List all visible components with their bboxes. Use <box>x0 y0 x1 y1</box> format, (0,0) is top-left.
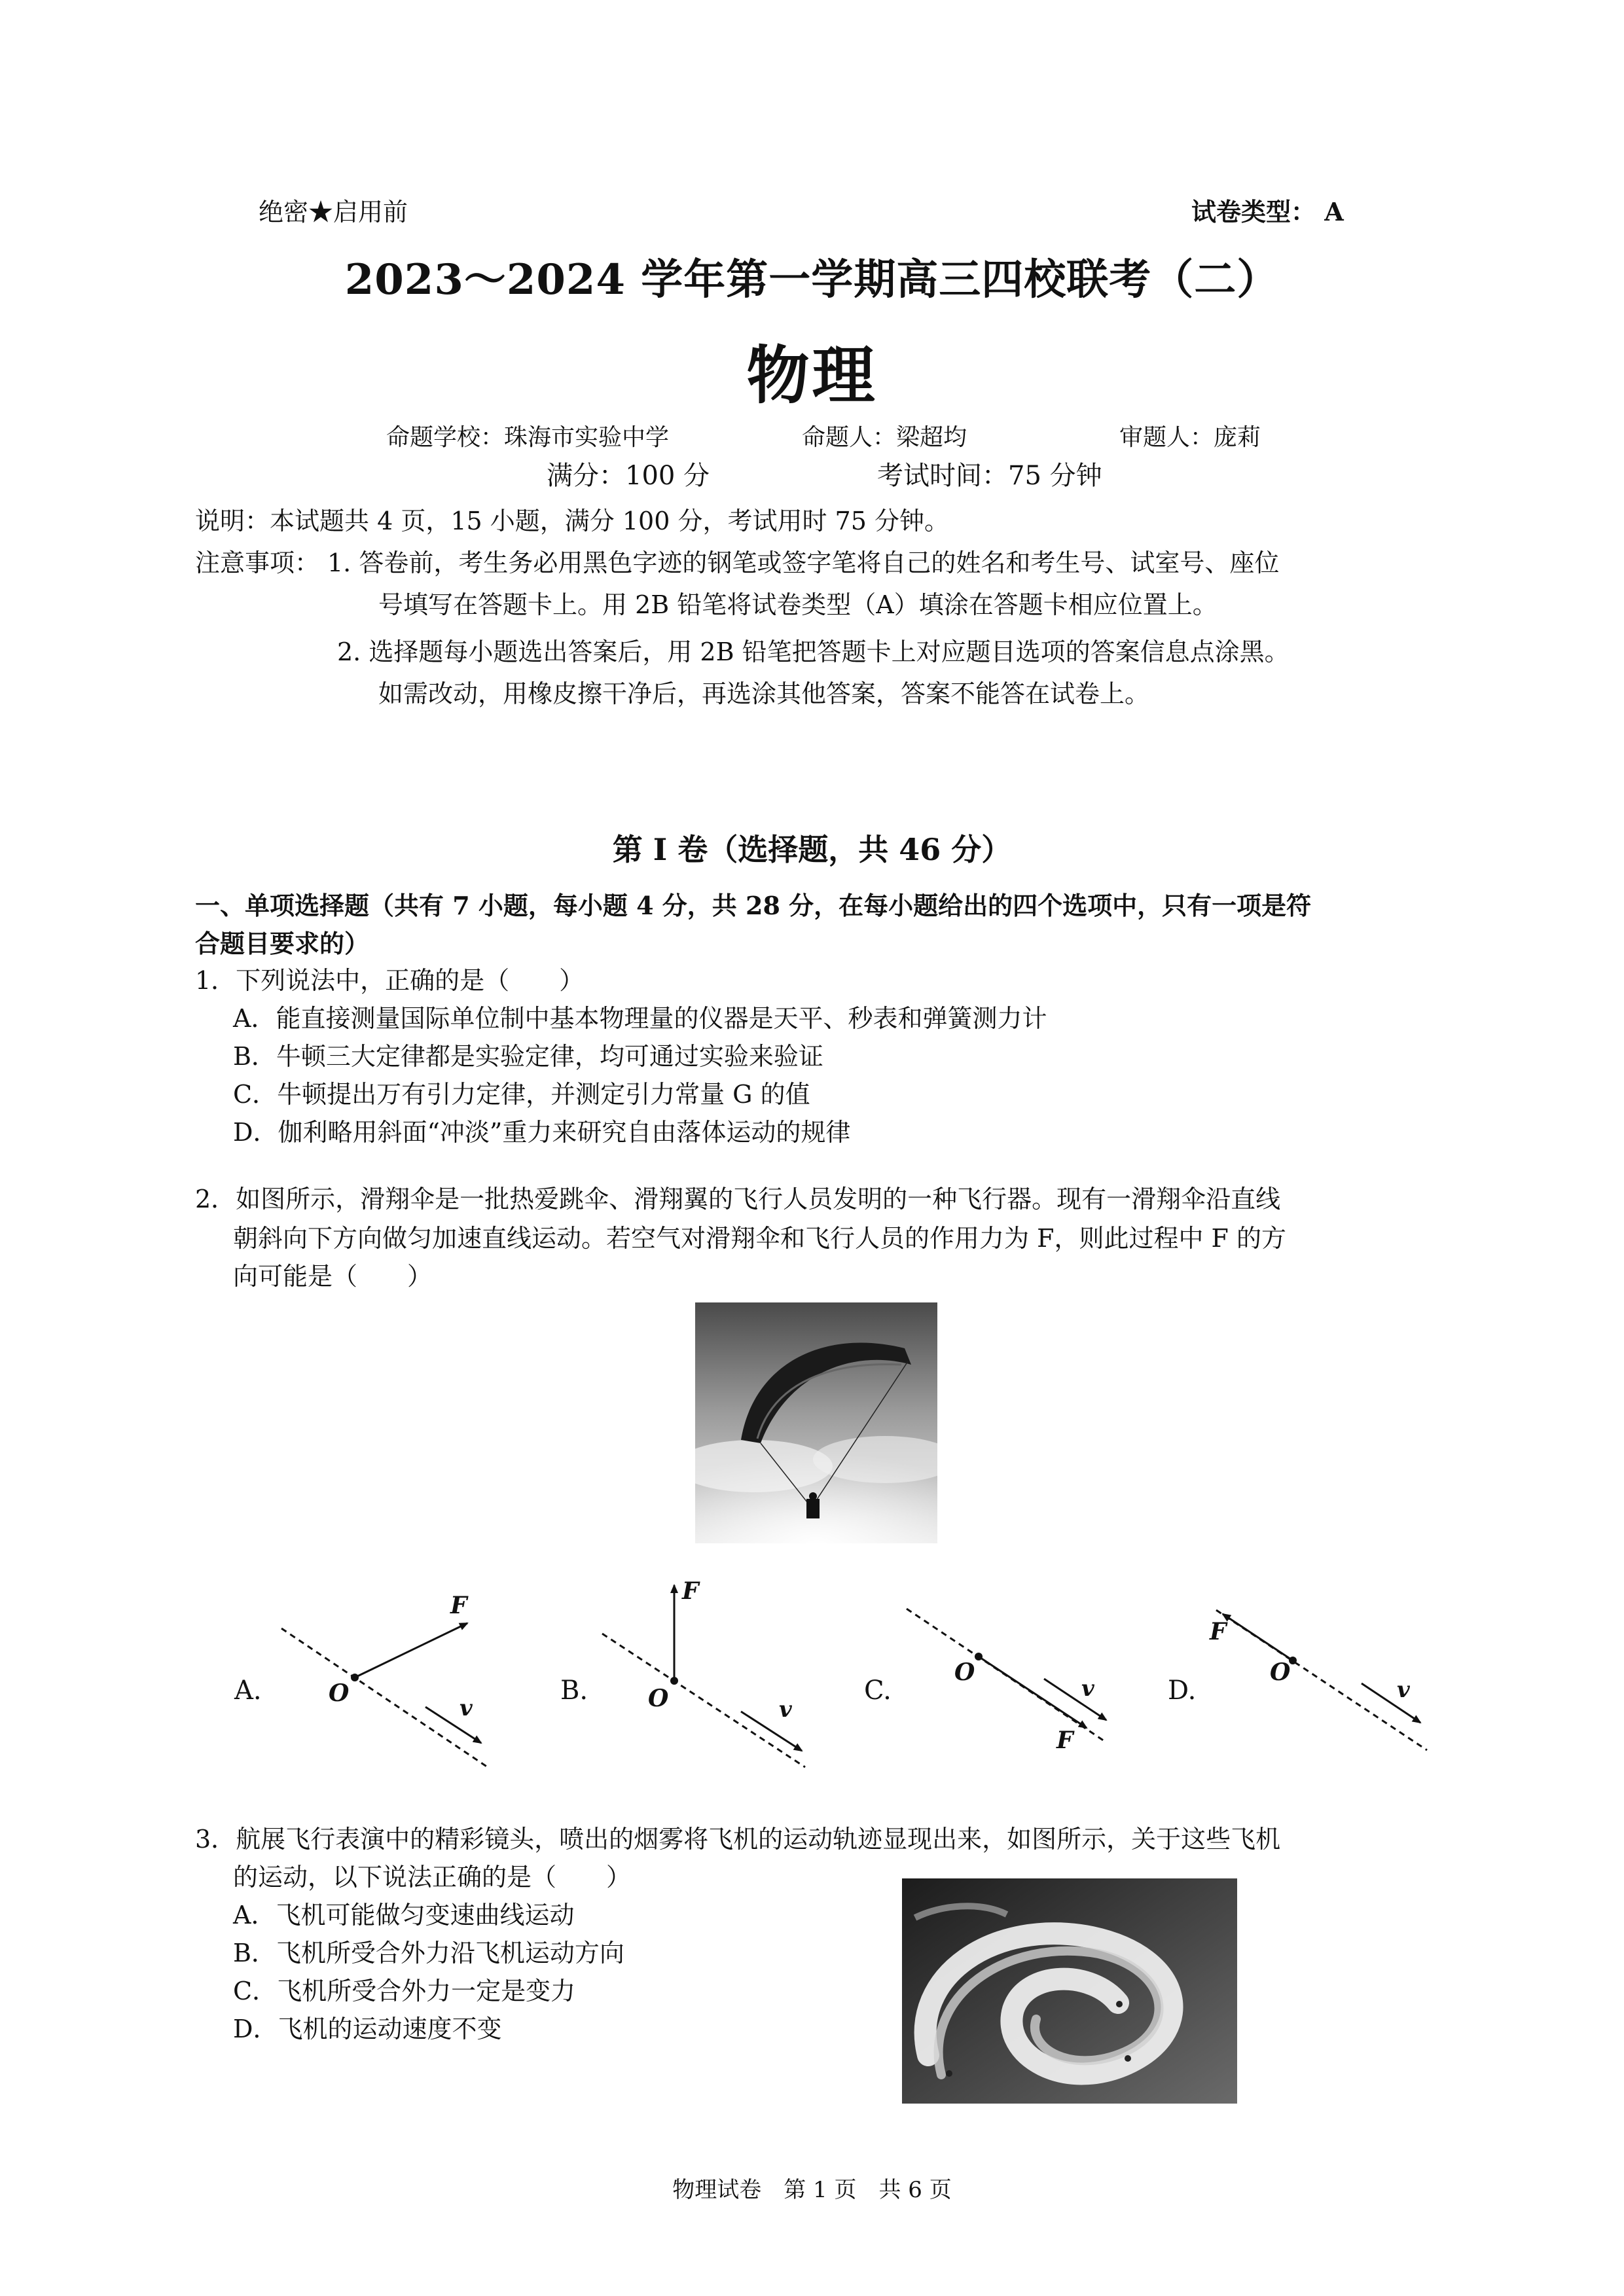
q2-option-b-label: B. <box>560 1676 588 1706</box>
proposing-school: 命题学校：珠海市实验中学 <box>386 424 670 451</box>
exam-time: 考试时间：75 分钟 <box>877 461 1102 491</box>
q2-d-force-label: F <box>1210 1618 1227 1645</box>
q2-a-force-label: F <box>450 1592 467 1619</box>
confidential-mark: 绝密★启用前 <box>259 198 408 226</box>
q2-option-a-label: A. <box>234 1676 262 1706</box>
notice-item-2-line-1: 2. 选择题每小题选出答案后，用 2B 铅笔把答题卡上对应题目选项的答案信息点涂黑。 <box>337 637 1290 666</box>
page-footer: 物理试卷 第 1 页 共 6 页 <box>672 2177 952 2203</box>
notice-label: 注意事项： <box>195 548 320 577</box>
q2-b-force-label: F <box>682 1577 699 1605</box>
part-heading-line-1: 一、单项选择题（共有 7 小题，每小题 4 分，共 28 分，在每小题给出的四个选项中，只有一项是符 <box>195 891 1312 920</box>
instruction-note: 说明：本试题共 4 页，15 小题，满分 100 分，考试用时 75 分钟。 <box>195 507 949 535</box>
q2-stem-line-2: 朝斜向下方向做匀加速直线运动。若空气对滑翔伞和飞行人员的作用力为 F，则此过程中 F 的方 <box>233 1224 1286 1253</box>
q2-c-velocity-label: v <box>1081 1676 1094 1702</box>
full-score: 满分：100 分 <box>547 461 710 491</box>
q2-stem-line-1: 2．如图所示，滑翔伞是一批热爱跳伞、滑翔翼的飞行人员发明的一种飞行器。现有一滑翔伞沿直线 <box>195 1185 1281 1213</box>
q2-a-velocity-label: v <box>460 1695 473 1721</box>
q3-stem-line-2: 的运动，以下说法正确的是（ ） <box>233 1863 632 1892</box>
q2-options-diagram <box>0 1571 1624 1787</box>
subject-title: 物理 <box>746 338 878 412</box>
notice-item-2-line-2: 如需改动，用橡皮擦干净后，再选涂其他答案，答案不能答在试卷上。 <box>378 679 1150 708</box>
q1-option-c: C．牛顿提出万有引力定律，并测定引力常量 G 的值 <box>233 1080 810 1109</box>
q3-stem-line-1: 3．航展飞行表演中的精彩镜头，喷出的烟雾将飞机的运动轨迹显现出来，如图所示，关于这些飞机 <box>195 1825 1281 1854</box>
q1-option-b: B．牛顿三大定律都是实验定律，均可通过实验来验证 <box>233 1042 823 1071</box>
q2-option-d-diagram <box>1216 1610 1427 1750</box>
exam-title: 2023～2024 学年第一学期高三四校联考（二） <box>344 255 1280 304</box>
q2-d-origin-label: O <box>1270 1659 1291 1686</box>
notice-item-1-line-1: 1. 答卷前，考生务必用黑色字迹的钢笔或签字笔将自己的姓名和考生号、试室号、座位 <box>327 548 1280 577</box>
q2-c-origin-label: O <box>954 1659 975 1686</box>
q2-stem-line-3: 向可能是（ ） <box>233 1262 433 1291</box>
airshow-smoke-photo <box>902 1878 1237 2104</box>
q2-a-origin-label: O <box>329 1679 350 1707</box>
paper-type: 试卷类型： A <box>1191 197 1344 226</box>
q3-option-d: D．飞机的运动速度不变 <box>233 2015 502 2043</box>
question-setter: 命题人：梁超均 <box>802 424 967 451</box>
q2-c-force-label: F <box>1056 1727 1074 1754</box>
q2-option-b-diagram <box>602 1585 805 1767</box>
q3-option-c: C．飞机所受合外力一定是变力 <box>233 1977 576 2005</box>
q1-option-a: A．能直接测量国际单位制中基本物理量的仪器是天平、秒表和弹簧测力计 <box>233 1004 1047 1033</box>
q1-stem: 1．下列说法中，正确的是（ ） <box>195 966 585 995</box>
q3-option-b: B．飞机所受合外力沿飞机运动方向 <box>233 1939 624 1967</box>
q2-b-origin-label: O <box>648 1685 669 1712</box>
q1-option-d: D．伽利略用斜面“冲淡”重力来研究自由落体运动的规律 <box>233 1118 851 1147</box>
notice-item-1-line-2: 号填写在答题卡上。用 2B 铅笔将试卷类型（A）填涂在答题卡相应位置上。 <box>378 590 1218 619</box>
q2-option-c-diagram <box>907 1609 1106 1742</box>
q2-b-velocity-label: v <box>779 1696 792 1723</box>
q2-option-d-label: D. <box>1168 1676 1197 1706</box>
q2-d-velocity-label: v <box>1397 1677 1410 1703</box>
reviewer: 审题人：庞莉 <box>1119 424 1261 451</box>
q2-option-c-label: C. <box>864 1676 892 1706</box>
q3-option-a: A．飞机可能做匀变速曲线运动 <box>233 1901 575 1929</box>
part-heading-line-2: 合题目要求的） <box>195 929 370 958</box>
q2-option-a-diagram <box>281 1623 488 1767</box>
section-heading: 第 I 卷（选择题，共 46 分） <box>612 832 1012 867</box>
paraglider-photo <box>695 1302 937 1543</box>
